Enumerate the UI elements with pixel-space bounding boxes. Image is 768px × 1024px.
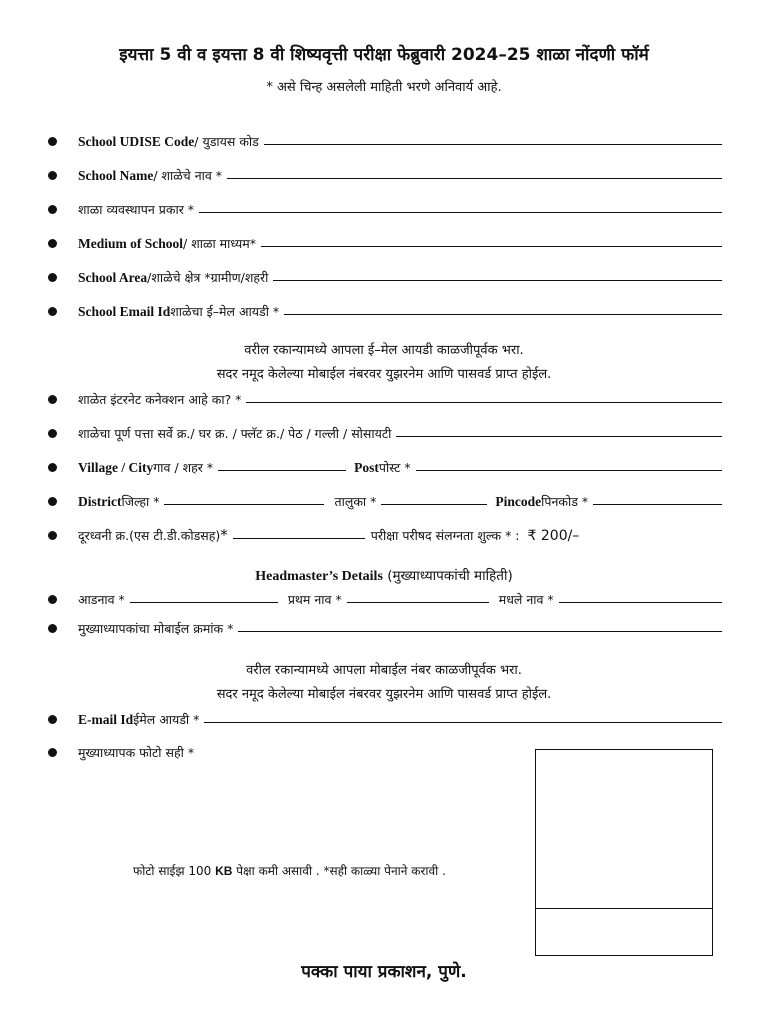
bullet xyxy=(48,715,57,724)
phone-required-star: * xyxy=(220,526,228,544)
headmaster-mobile-label: मुख्याध्यापकांचा मोबाईल क्रमांक * xyxy=(78,621,234,636)
headmaster-mobile-field[interactable] xyxy=(238,631,722,632)
fee-label: परीक्षा परीषद संलग्नता शुल्क * : xyxy=(370,528,520,543)
middle-name-field[interactable] xyxy=(559,602,722,603)
school-name-field[interactable] xyxy=(227,178,722,179)
pincode-field[interactable] xyxy=(593,504,722,505)
school-name-row xyxy=(78,164,722,184)
medium-label-en: Medium of School xyxy=(78,236,184,251)
email-note-line2: सदर नमूद केलेल्या मोबाईल नंबरवर युझरनेम आणि पासवर्ड प्राप्त होईल. xyxy=(216,367,552,382)
school-email-label-mr: शाळेचा ई–मेल आयडी * xyxy=(170,304,280,319)
pincode-label-en: Pincode xyxy=(495,494,542,509)
bullet xyxy=(48,429,57,438)
photo-note-part1: फोटो साईझ 100 xyxy=(133,864,216,878)
medium-row xyxy=(78,232,722,252)
area-row xyxy=(78,266,722,286)
medium-field[interactable] xyxy=(261,246,722,247)
surname-field[interactable] xyxy=(130,602,278,603)
village-field[interactable] xyxy=(218,470,346,471)
area-field[interactable] xyxy=(273,280,722,281)
bullet xyxy=(48,497,57,506)
udise-field[interactable] xyxy=(264,144,722,145)
village-label-mr: गाव / शहर * xyxy=(153,460,214,475)
school-name-label-en: School Name xyxy=(78,168,154,183)
management-type-row xyxy=(78,198,722,218)
photo-upload-box[interactable] xyxy=(535,749,713,956)
mandatory-note: * असे चिन्ह असलेली माहिती भरणे अनिवार्य आहे. xyxy=(266,80,502,95)
phone-field[interactable] xyxy=(233,538,365,539)
headmaster-email-label-mr: ईमेल आयडी * xyxy=(133,712,200,727)
headmaster-email-label-en: E-mail Id xyxy=(78,712,134,727)
headmaster-section-mr: (मुख्याध्यापकांची माहिती) xyxy=(382,568,513,584)
udise-row xyxy=(78,130,722,150)
first-name-field[interactable] xyxy=(347,602,489,603)
photo-sign-label: मुख्याध्यापक फोटो सही * xyxy=(78,745,195,760)
post-label-mr: पोस्ट * xyxy=(378,460,411,475)
taluka-field[interactable] xyxy=(381,504,487,505)
middle-name-label: मधले नाव * xyxy=(498,592,554,607)
village-post-row xyxy=(78,456,722,476)
mobile-note-line1: वरील रकान्यामध्ये आपला मोबाईल नंबर काळजीपूर्वक भरा. xyxy=(246,663,522,678)
internet-label: शाळेत इंटरनेट कनेक्शन आहे का? * xyxy=(78,392,242,407)
bullet xyxy=(48,137,57,146)
area-label-mr: /शाळेचे क्षेत्र *ग्रामीण/शहरी xyxy=(147,270,269,285)
school-email-label-en: School Email Id xyxy=(78,304,171,319)
school-name-label-mr: / शाळेचे नाव * xyxy=(153,168,223,183)
signature-divider xyxy=(536,908,712,909)
udise-label-en: School UDISE Code xyxy=(78,134,195,149)
school-email-field[interactable] xyxy=(284,314,722,315)
form-title: इयत्ता 5 वी व इयत्ता 8 वी शिष्यवृत्ती परीक्षा फेब्रुवारी 2024–25 शाळा नोंदणी फॉर्म xyxy=(119,45,649,65)
first-name-label: प्रथम नाव * xyxy=(287,592,342,607)
internet-row xyxy=(78,388,722,408)
area-label-en: School Area xyxy=(78,270,148,285)
post-field[interactable] xyxy=(416,470,722,471)
bullet xyxy=(48,463,57,472)
fee-value: ₹ 200/– xyxy=(527,528,580,544)
headmaster-email-field[interactable] xyxy=(204,722,722,723)
photo-size-note xyxy=(133,862,446,879)
bullet xyxy=(48,205,57,214)
bullet xyxy=(48,595,57,604)
headmaster-mobile-row xyxy=(78,617,722,637)
address-field[interactable] xyxy=(396,436,722,437)
bullet xyxy=(48,531,57,540)
district-label-mr: जिल्हा * xyxy=(121,494,160,509)
village-label-en: Village / City xyxy=(78,460,154,475)
headmaster-section-title xyxy=(0,566,768,585)
address-row xyxy=(78,422,722,442)
bullet xyxy=(48,171,57,180)
bullet xyxy=(48,748,57,757)
photo-note-kb: KB xyxy=(215,864,233,878)
mobile-note-line2: सदर नमूद केलेल्या मोबाईल नंबरवर युझरनेम आणि पासवर्ड प्राप्त होईल. xyxy=(216,687,552,702)
email-note-line1: वरील रकान्यामध्ये आपला ई–मेल आयडी काळजीपूर्वक भरा. xyxy=(244,343,524,358)
udise-label-mr: / युडायस कोड xyxy=(194,134,259,149)
surname-label: आडनाव * xyxy=(78,592,125,607)
headmaster-section-en: Headmaster’s Details xyxy=(255,569,383,584)
bullet xyxy=(48,239,57,248)
bullet xyxy=(48,395,57,404)
bullet xyxy=(48,307,57,316)
address-label: शाळेचा पूर्ण पत्ता सर्वे क्र./ घर क्र. / फ्लॅट क्र./ पेठ / गल्ली / सोसायटी xyxy=(78,426,392,441)
headmaster-email-row xyxy=(78,708,722,728)
bullet xyxy=(48,273,57,282)
photo-note-part2: पेक्षा कमी असावी . *सही काळ्या पेनाने करावी . xyxy=(232,864,446,878)
phone-label: दूरध्वनी क्र.(एस टी.डी.कोडसह) xyxy=(78,528,221,543)
headmaster-name-row xyxy=(78,588,722,608)
internet-field[interactable] xyxy=(246,402,722,403)
school-email-row xyxy=(78,300,722,320)
management-type-field[interactable] xyxy=(199,212,722,213)
post-label-en: Post xyxy=(354,460,379,475)
pincode-label-mr: पिनकोड * xyxy=(541,494,589,509)
district-label-en: District xyxy=(78,494,122,509)
district-field[interactable] xyxy=(164,504,324,505)
phone-fee-row xyxy=(78,524,722,544)
taluka-label: तालुका * xyxy=(334,494,377,509)
bullet xyxy=(48,624,57,633)
district-row xyxy=(78,490,722,510)
management-type-label: शाळा व्यवस्थापन प्रकार * xyxy=(78,202,195,217)
publisher-footer: पक्का पाया प्रकाशन, पुणे. xyxy=(301,962,467,982)
medium-label-mr: / शाळा माध्यम* xyxy=(183,236,257,251)
